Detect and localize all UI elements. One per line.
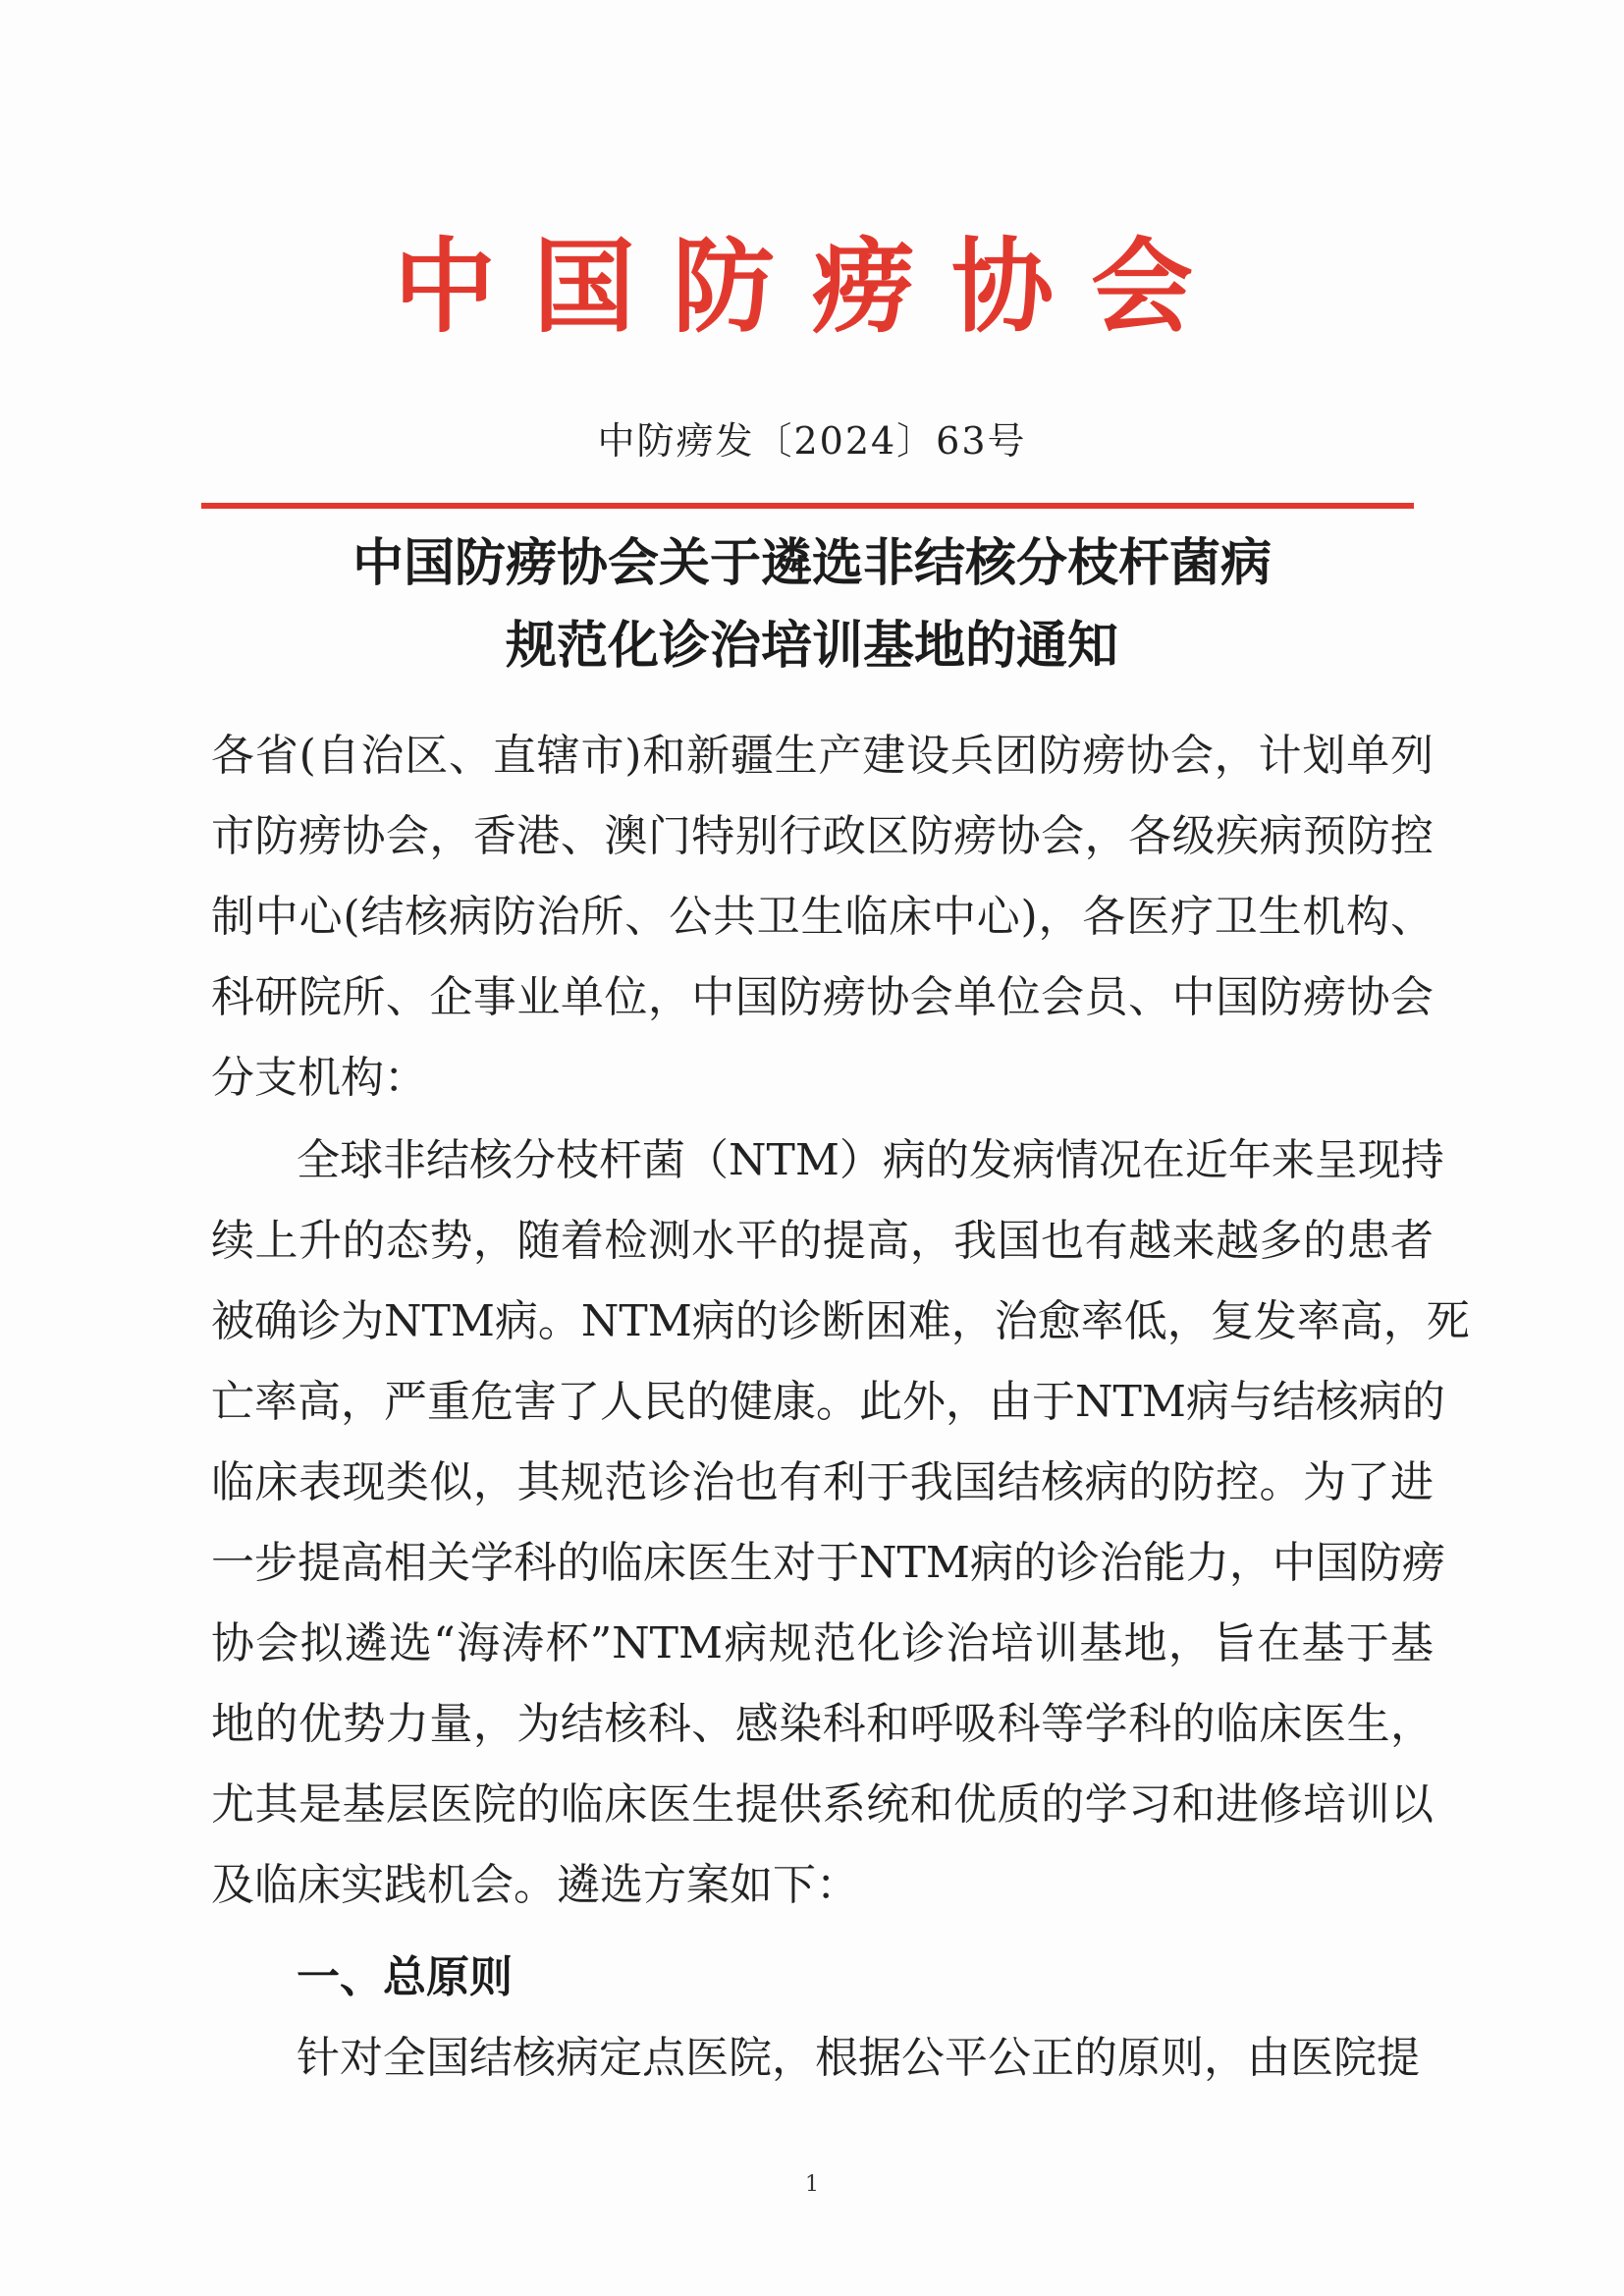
salutation-line: 科研院所、企事业单位，中国防痨协会单位会员、中国防痨协会 xyxy=(211,972,1434,1022)
body-line: 亡率高，严重危害了人民的健康。此外，由于NTM病与结核病的 xyxy=(211,1377,1445,1427)
salutation-line: 分支机构： xyxy=(211,1053,427,1103)
document-number: 中防痨发〔2024〕63号 xyxy=(597,419,1027,463)
salutation-line: 市防痨协会，香港、澳门特别行政区防痨协会，各级疾病预防控 xyxy=(211,811,1434,861)
body-line: 被确诊为NTM病。NTM病的诊断困难，治愈率低，复发率高，死 xyxy=(211,1296,1470,1346)
body-line: 及临床实践机会。遴选方案如下： xyxy=(211,1860,859,1910)
body-line: 协会拟遴选“海涛杯”NTM病规范化诊治培训基地，旨在基于基 xyxy=(211,1618,1434,1668)
document-title-line-1: 中国防痨协会关于遴选非结核分枝杆菌病 xyxy=(352,534,1272,593)
body-line: 尤其是基层医院的临床医生提供系统和优质的学习和进修培训以 xyxy=(211,1779,1434,1830)
organization-header: 中国防痨协会 xyxy=(393,227,1230,347)
body-line: 一步提高相关学科的临床医生对于NTM病的诊治能力，中国防痨 xyxy=(211,1538,1445,1588)
salutation-line: 制中心(结核病防治所、公共卫生临床中心)，各医疗卫生机构、 xyxy=(211,892,1434,942)
body-line: 续上升的态势，随着检测水平的提高，我国也有越来越多的患者 xyxy=(211,1216,1434,1266)
body-line: 地的优势力量，为结核科、感染科和呼吸科等学科的临床医生， xyxy=(211,1699,1434,1749)
document-title-line-2: 规范化诊治培训基地的通知 xyxy=(505,617,1118,676)
page-number: 1 xyxy=(805,2172,819,2197)
section-body-line: 针对全国结核病定点医院，根据公平公正的原则，由医院提 xyxy=(297,2033,1420,2083)
salutation-line: 各省(自治区、直辖市)和新疆生产建设兵团防痨协会，计划单列 xyxy=(211,731,1434,781)
section-heading: 一、总原则 xyxy=(297,1952,513,2002)
body-line: 临床表现类似，其规范诊治也有利于我国结核病的防控。为了进 xyxy=(211,1457,1434,1507)
red-divider xyxy=(201,503,1414,509)
body-line: 全球非结核分枝杆菌（NTM）病的发病情况在近年来呈现持 xyxy=(297,1135,1444,1185)
